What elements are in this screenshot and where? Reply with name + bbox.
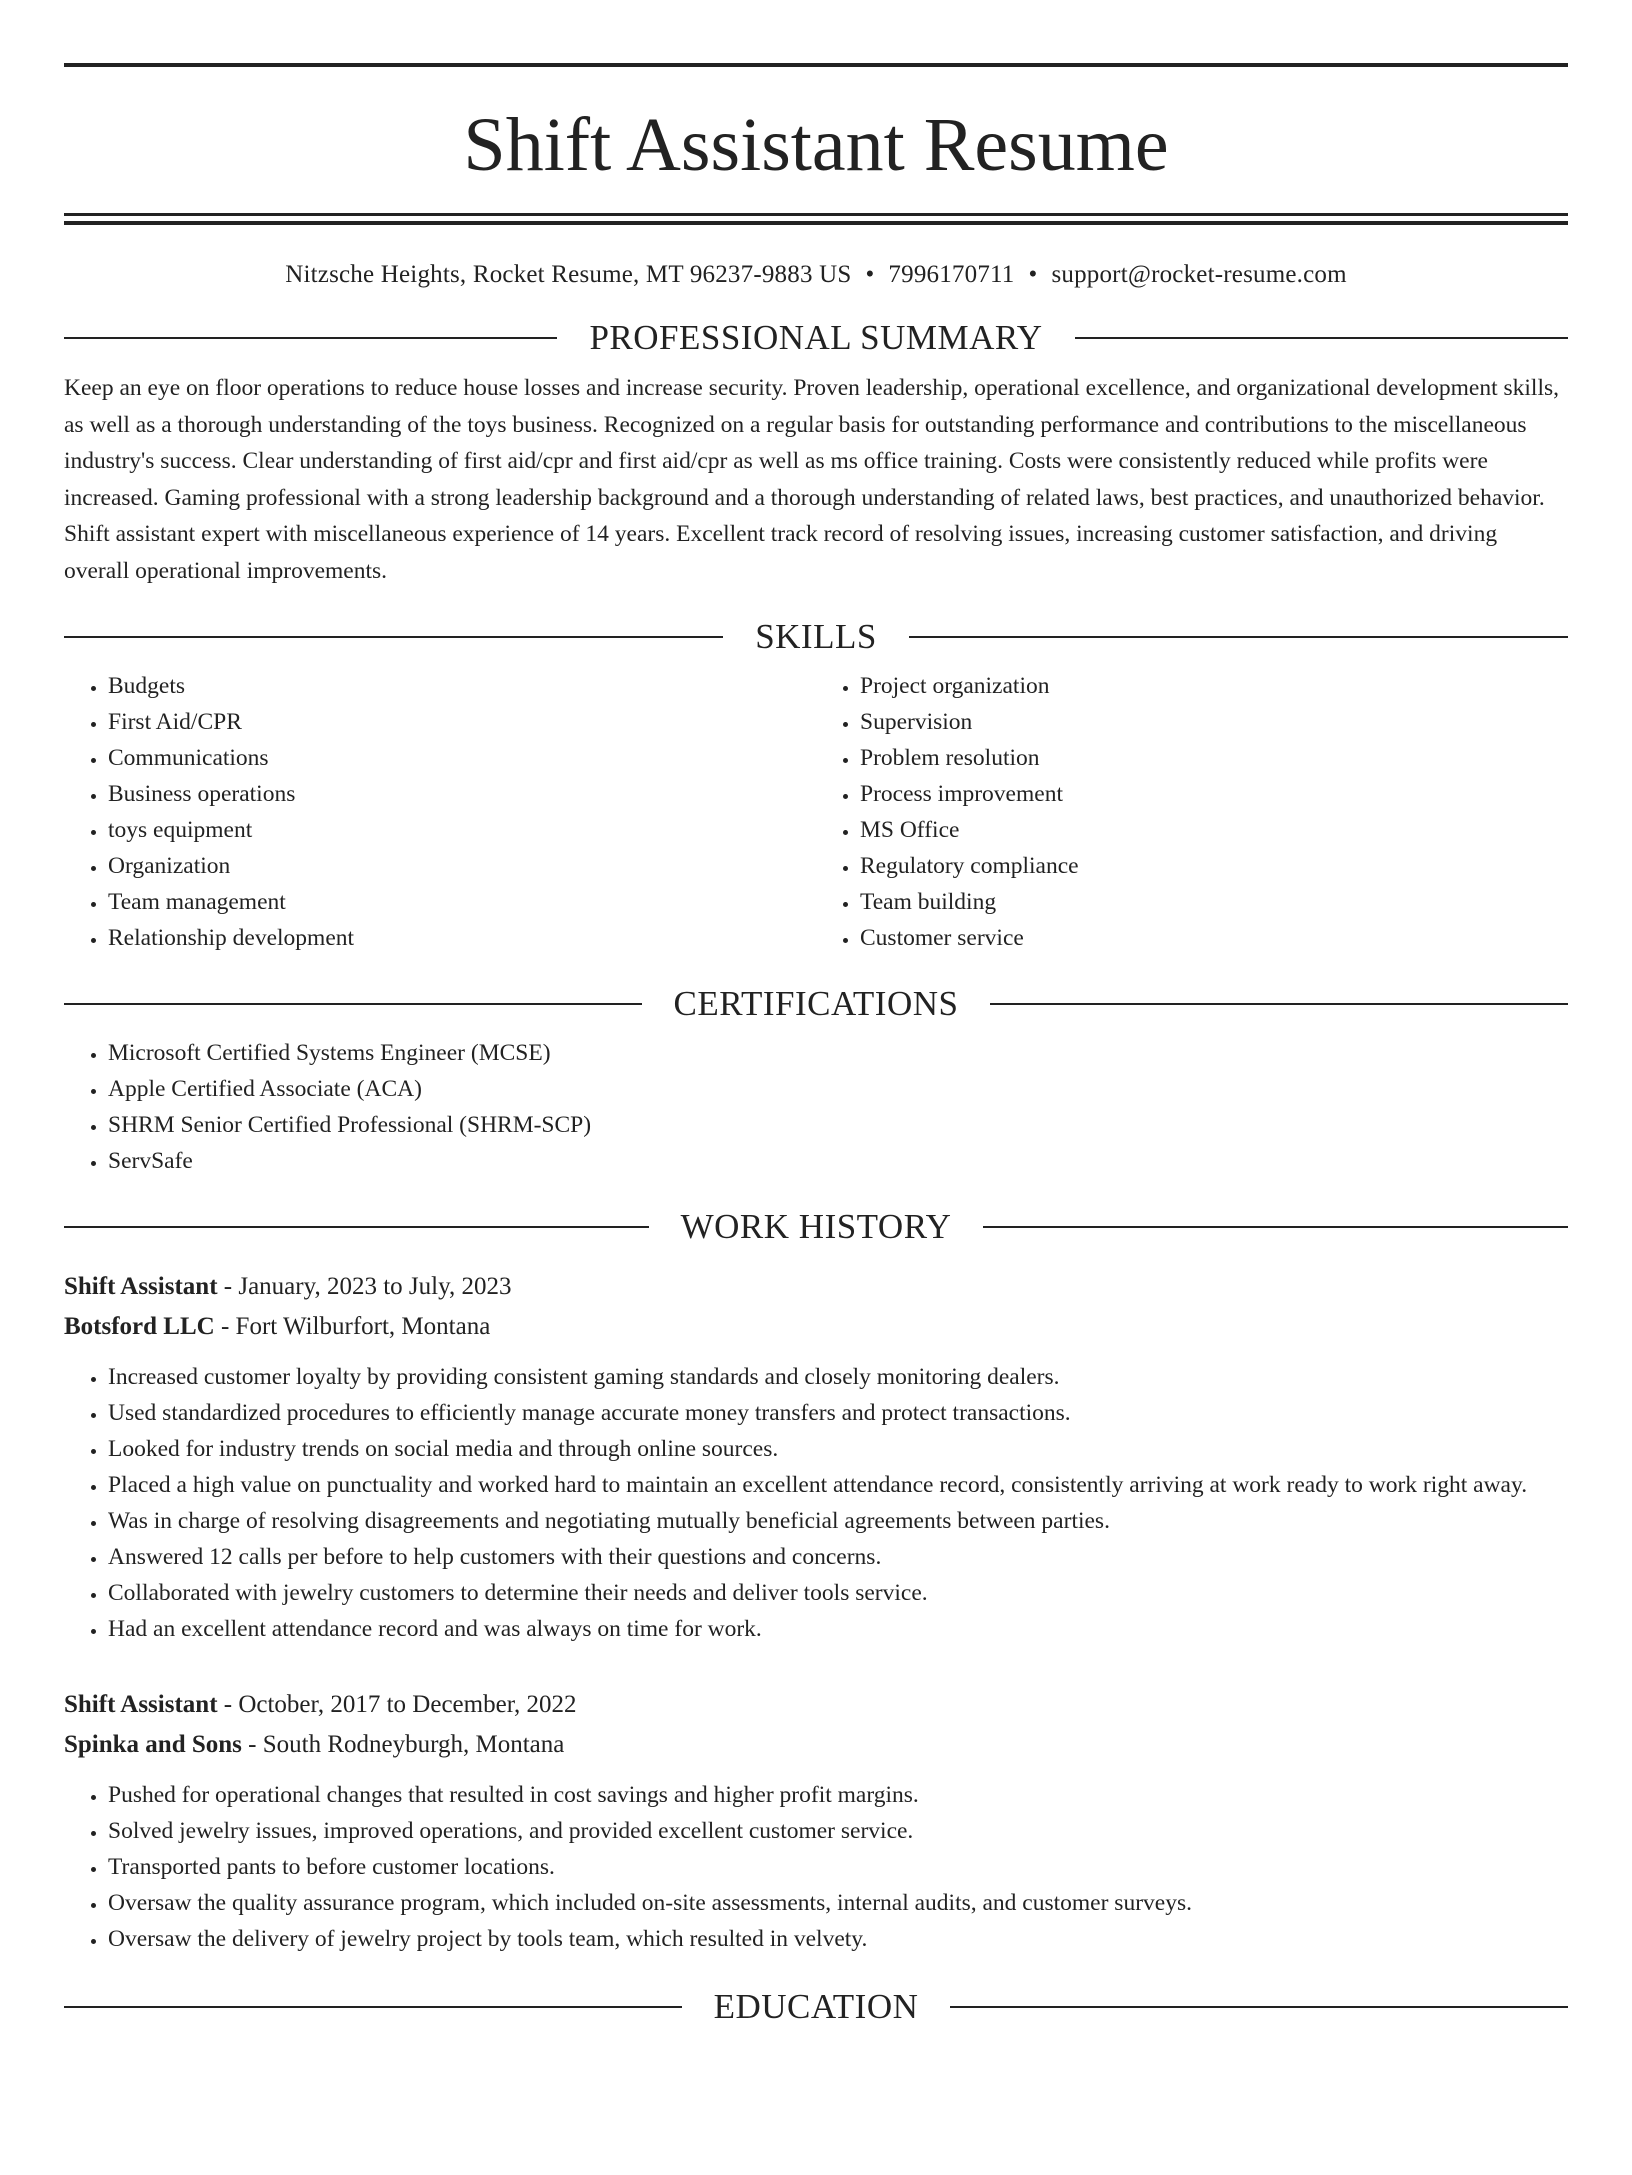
skill-item: • Problem resolution xyxy=(860,740,1568,776)
job-bullet: • Used standardized procedures to efficiently manage accurate money transfers and protect transactions. xyxy=(108,1395,1568,1431)
job-bullet: • Pushed for operational changes that resulted in cost savings and higher profit margins. xyxy=(108,1777,1568,1813)
job-bullet: • Oversaw the quality assurance program, which included on-site assessments, internal audits, and customer surveys. xyxy=(108,1885,1568,1921)
job-location: - South Rodneyburgh, Montana xyxy=(241,1731,565,1758)
contact-separator: • xyxy=(865,261,875,288)
job-bullet: • Solved jewelry issues, improved operations, and provided excellent customer service. xyxy=(108,1813,1568,1849)
skill-item: • Team building xyxy=(860,884,1568,920)
skill-item: • MS Office xyxy=(860,812,1568,848)
skill-item: • Business operations xyxy=(108,776,816,812)
page-title: Shift Assistant Resume xyxy=(463,103,1169,187)
section-title: EDUCATION xyxy=(713,1987,919,2026)
job-company-line xyxy=(64,1307,1568,1347)
skill-item: • toys equipment xyxy=(108,812,816,848)
section-title: WORK HISTORY xyxy=(680,1207,952,1246)
job-dates: - January, 2023 to July, 2023 xyxy=(217,1273,512,1300)
job-dates: - October, 2017 to December, 2022 xyxy=(217,1691,577,1718)
skills-list xyxy=(64,668,1568,956)
job-bullet: • Oversaw the delivery of jewelry project by tools team, which resulted in velvety. xyxy=(108,1921,1568,1957)
skill-item: • Team management xyxy=(108,884,816,920)
section-title: CERTIFICATIONS xyxy=(673,984,959,1023)
certification-item: • Microsoft Certified Systems Engineer (MCSE) xyxy=(108,1035,1568,1071)
job-bullet: • Increased customer loyalty by providing consistent gaming standards and closely monitoring dealers. xyxy=(108,1359,1568,1395)
certification-item: • ServSafe xyxy=(108,1143,1568,1179)
contact-phone: 7996170711 xyxy=(888,261,1015,288)
job-company-line xyxy=(64,1725,1568,1765)
heading-rule xyxy=(990,1003,1568,1005)
job-company: Spinka and Sons xyxy=(64,1731,242,1758)
job-bullet: • Was in charge of resolving disagreements and negotiating mutually beneficial agreements between parties. xyxy=(108,1503,1568,1539)
contact-line xyxy=(64,260,1568,290)
certification-item: • SHRM Senior Certified Professional (SHRM-SCP) xyxy=(108,1107,1568,1143)
heading-rule xyxy=(64,636,723,638)
title-double-rule xyxy=(64,213,1568,225)
heading-rule xyxy=(64,337,557,339)
section-heading-summary xyxy=(64,318,1568,358)
heading-rule xyxy=(950,2006,1568,2008)
section-heading-certifications xyxy=(64,984,1568,1024)
skill-item: • First Aid/CPR xyxy=(108,704,816,740)
job-bullets xyxy=(64,1359,1568,1647)
job-bullet: • Placed a high value on punctuality and worked hard to maintain an excellent attendance record, consistently arriving at work ready to work right away. xyxy=(108,1467,1568,1503)
job-company: Botsford LLC xyxy=(64,1313,215,1340)
job-title: Shift Assistant xyxy=(64,1691,218,1718)
job-bullet: • Answered 12 calls per before to help customers with their questions and concerns. xyxy=(108,1539,1568,1575)
job-location: - Fort Wilburfort, Montana xyxy=(214,1313,491,1340)
contact-email: support@rocket-resume.com xyxy=(1051,261,1347,288)
job-bullets xyxy=(64,1777,1568,1957)
summary-text: Keep an eye on floor operations to reduce house losses and increase security. Proven leadership, operational excellence, and organizational development skills, as well as a thorough understanding of the toys business. Recognized on a regular basis for outstanding performance and contributions to the miscellaneous industry's success. Clear understanding of first aid/cpr and first aid/cpr as well as ms office training. Costs were consistently reduced while profits were increased. Gaming professional with a strong leadership background and a thorough understanding of related laws, best practices, and unauthorized behavior. Shift assistant expert with miscellaneous experience of 14 years. Excellent track record of resolving issues, increasing customer satisfaction, and driving overall operational improvements. xyxy=(64,375,1559,584)
section-heading-education xyxy=(64,1987,1568,2027)
skill-item: • Project organization xyxy=(860,668,1568,704)
skill-item: • Communications xyxy=(108,740,816,776)
job-bullet: • Collaborated with jewelry customers to determine their needs and deliver tools service. xyxy=(108,1575,1568,1611)
section-title: PROFESSIONAL SUMMARY xyxy=(589,318,1043,357)
heading-rule xyxy=(64,1003,642,1005)
skill-item: • Regulatory compliance xyxy=(860,848,1568,884)
job-bullet: • Looked for industry trends on social media and through online sources. xyxy=(108,1431,1568,1467)
skills-column-left xyxy=(64,668,816,956)
skill-item: • Customer service xyxy=(860,920,1568,956)
heading-rule xyxy=(1075,337,1568,339)
job-title-line xyxy=(64,1685,1568,1725)
job-entry xyxy=(64,1685,1568,1957)
skill-item: • Organization xyxy=(108,848,816,884)
certification-item: • Apple Certified Associate (ACA) xyxy=(108,1071,1568,1107)
section-heading-work-history xyxy=(64,1207,1568,1247)
skill-item: • Process improvement xyxy=(860,776,1568,812)
skill-item: • Budgets xyxy=(108,668,816,704)
heading-rule xyxy=(983,1226,1568,1228)
job-entry xyxy=(64,1267,1568,1647)
heading-rule xyxy=(64,1226,649,1228)
resume-page xyxy=(0,63,1632,2175)
job-title-line xyxy=(64,1267,1568,1307)
skill-item: • Supervision xyxy=(860,704,1568,740)
contact-separator: • xyxy=(1028,261,1038,288)
certifications-list xyxy=(64,1035,1568,1179)
section-title: SKILLS xyxy=(755,617,877,656)
heading-rule xyxy=(64,2006,682,2008)
section-heading-skills xyxy=(64,617,1568,657)
job-bullet: • Had an excellent attendance record and was always on time for work. xyxy=(108,1611,1568,1647)
heading-rule xyxy=(909,636,1568,638)
skills-column-right xyxy=(816,668,1568,956)
contact-address: Nitzsche Heights, Rocket Resume, MT 96237-9883 US xyxy=(285,261,852,288)
skill-item: • Relationship development xyxy=(108,920,816,956)
job-title: Shift Assistant xyxy=(64,1273,218,1300)
job-bullet: • Transported pants to before customer locations. xyxy=(108,1849,1568,1885)
